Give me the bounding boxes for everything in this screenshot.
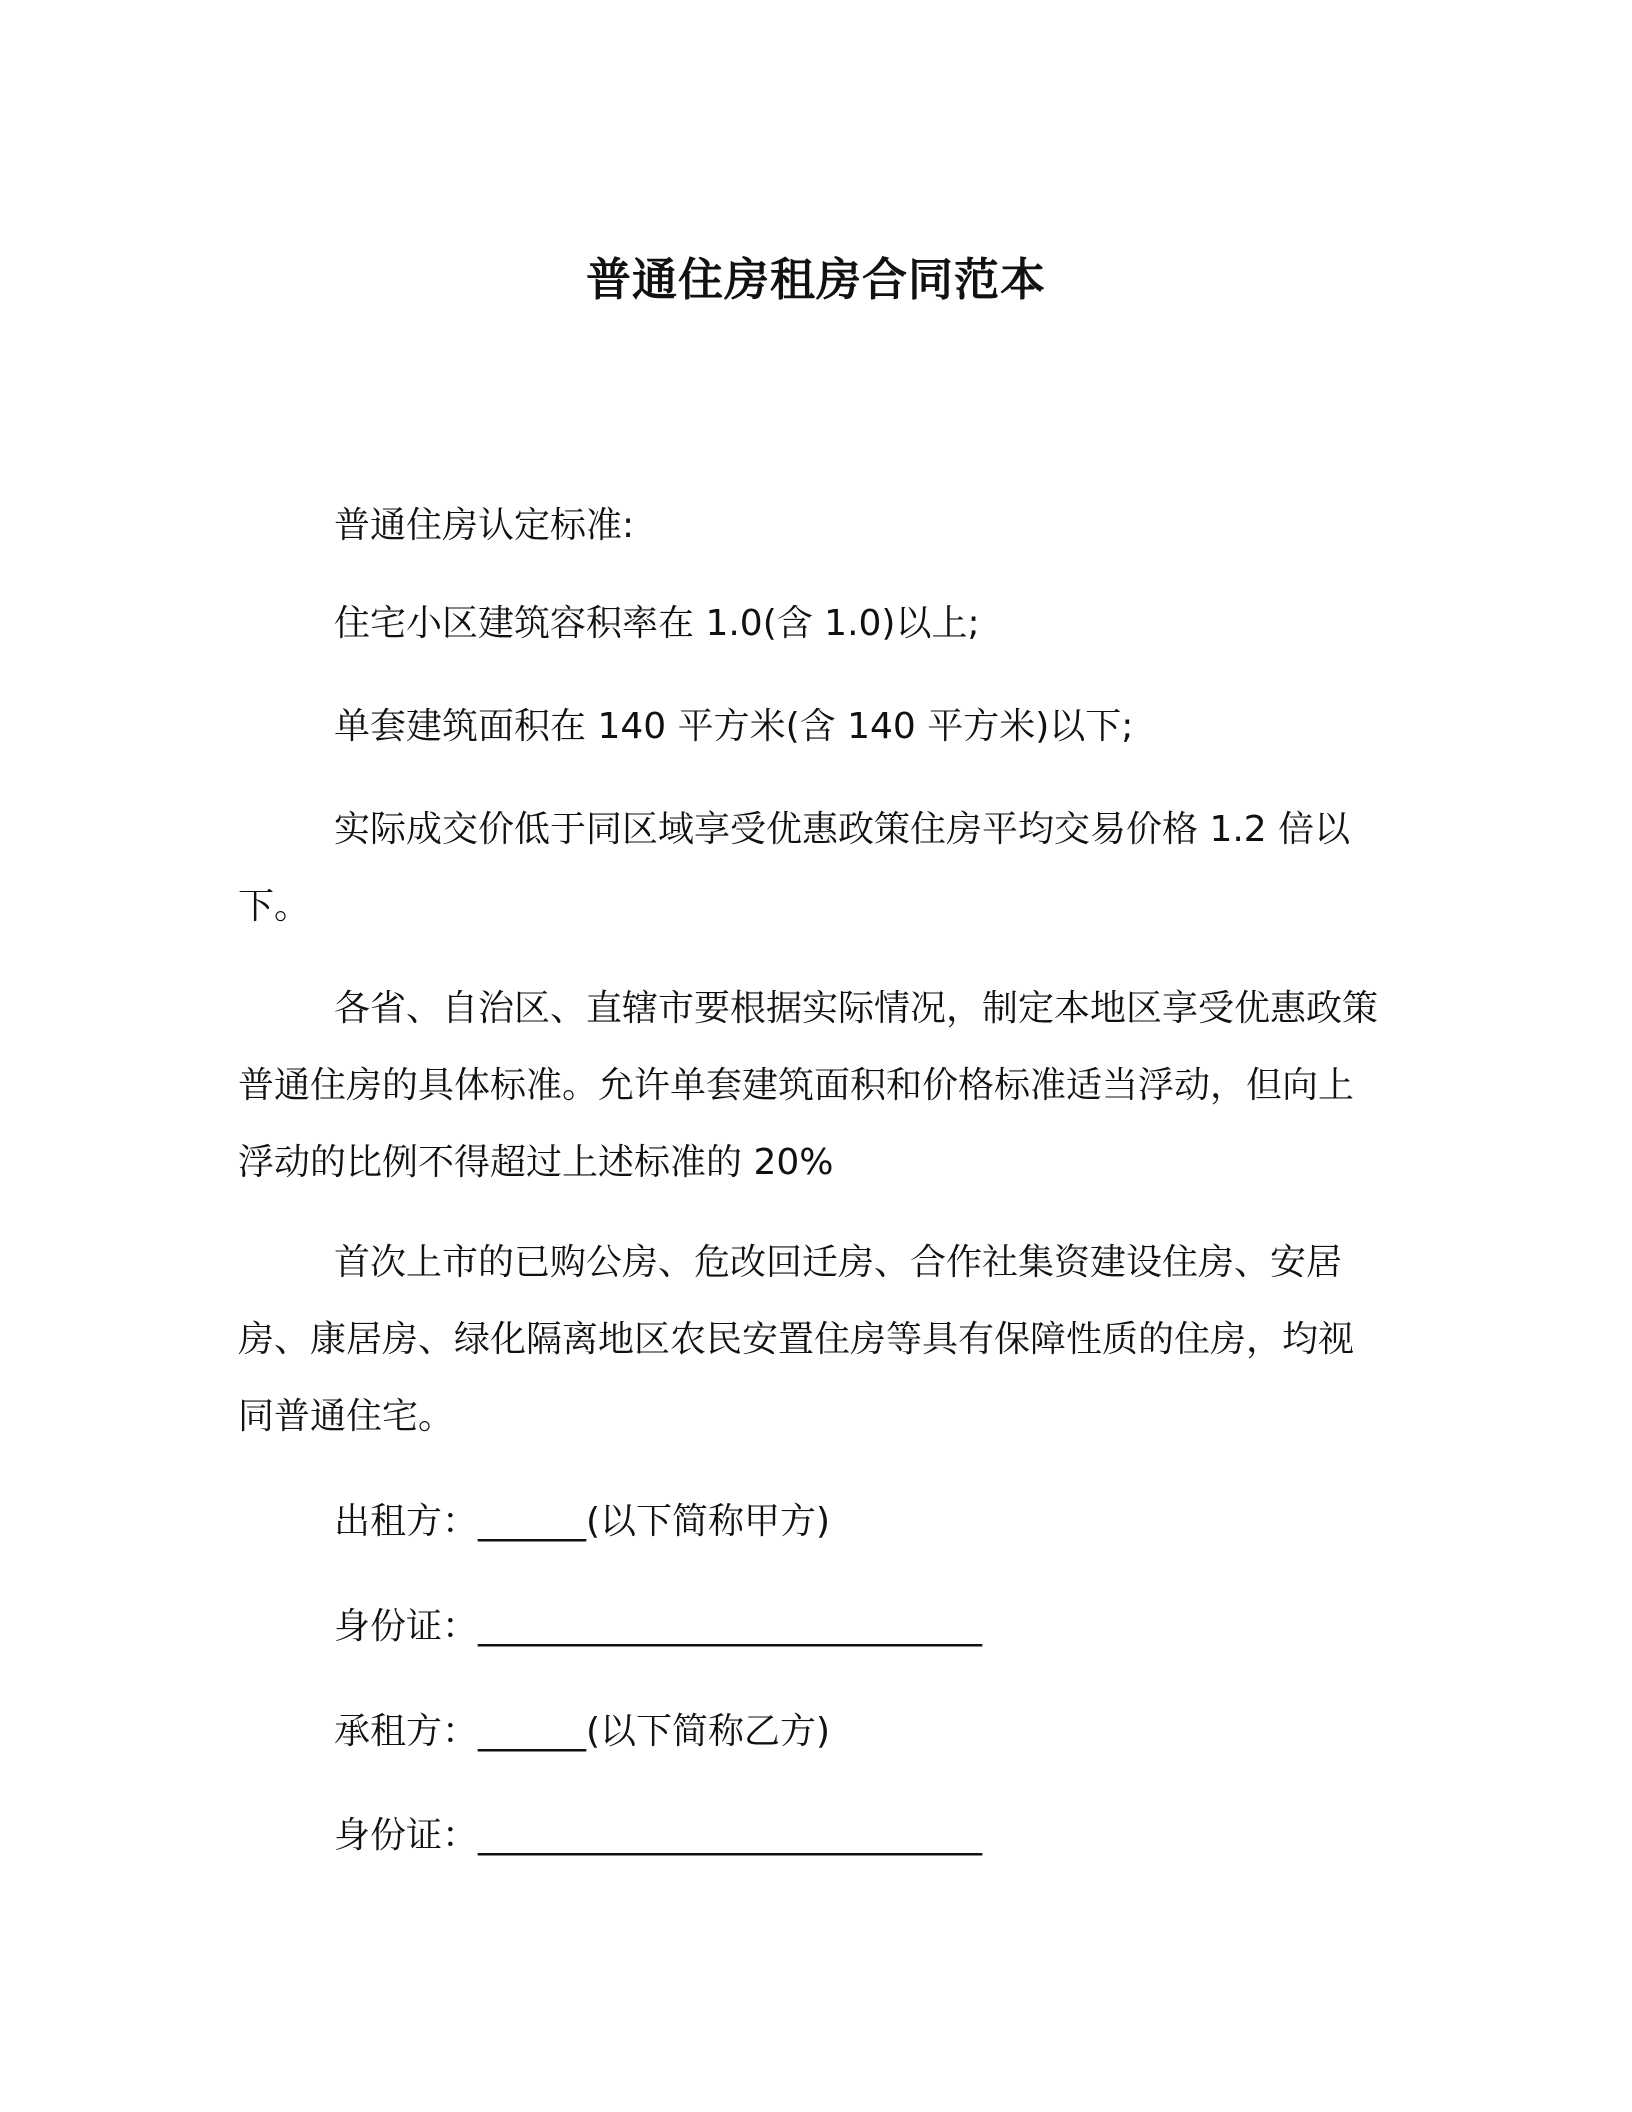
paragraph-transaction-price: 实际成交价低于同区域享受优惠政策住房平均交易价格 1.2 倍以下。 xyxy=(238,809,1351,927)
paragraph-standard-heading: 普通住房认定标准: xyxy=(334,505,635,546)
lessor-field: 出租方：______(以下简称甲方) xyxy=(334,1501,831,1542)
lessee-id-field: 身份证：____________________________ xyxy=(334,1815,983,1856)
lessee-field: 承租方：______(以下简称乙方) xyxy=(334,1711,831,1752)
paragraph-floor-area: 单套建筑面积在 140 平方米(含 140 平方米)以下; xyxy=(334,706,1134,747)
paragraph-local-standards: 各省、自治区、直辖市要根据实际情况，制定本地区享受优惠政策普通住房的具体标准。允许单套建筑面积和价格标准适当浮动，但向上浮动的比例不得超过上述标准的 20% xyxy=(238,988,1379,1183)
lessor-id-field: 身份证：____________________________ xyxy=(334,1606,983,1647)
paragraph-plot-ratio: 住宅小区建筑容积率在 1.0(含 1.0)以上; xyxy=(334,603,980,644)
paragraph-affordable-housing: 首次上市的已购公房、危改回迁房、合作社集资建设住房、安居房、康居房、绿化隔离地区农民安置住房等具有保障性质的住房，均视同普通住宅。 xyxy=(238,1242,1355,1437)
document-title: 普通住房租房合同范本 xyxy=(585,253,1046,307)
